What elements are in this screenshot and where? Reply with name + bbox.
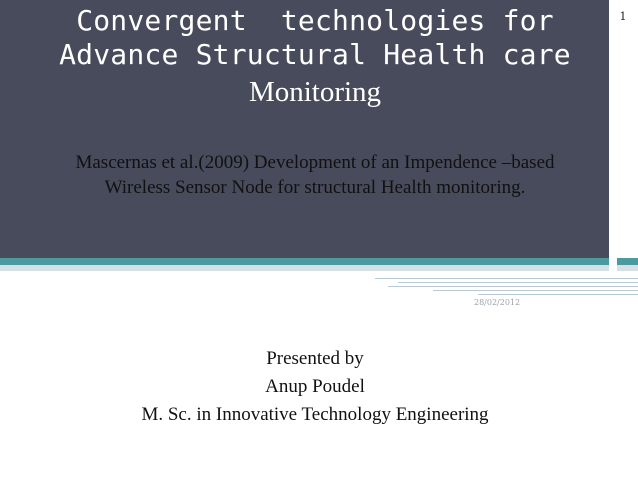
decorative-line bbox=[478, 294, 638, 295]
decorative-line bbox=[433, 290, 638, 291]
accent-band-teal-right bbox=[617, 258, 638, 265]
slide-title bbox=[0, 4, 630, 110]
slide-date: 28/02/2012 bbox=[474, 298, 521, 307]
presenter-name: Anup Poudel bbox=[265, 376, 365, 397]
title-line-2: Advance Structural Health care bbox=[59, 38, 571, 71]
accent-band-teal bbox=[0, 258, 609, 265]
reference-line-1: Mascernas et al.(2009) Development of an Impendence –based bbox=[75, 152, 555, 173]
presented-by-label: Presented by bbox=[266, 348, 364, 369]
decorative-line bbox=[375, 278, 638, 279]
decorative-line bbox=[398, 282, 638, 283]
decorative-lines bbox=[375, 276, 638, 300]
presenter-program: M. Sc. in Innovative Technology Engineering bbox=[141, 404, 489, 425]
reference-line-2: Wireless Sensor Node for structural Health monitoring. bbox=[104, 177, 526, 198]
decorative-line bbox=[388, 286, 638, 287]
accent-band-light-right bbox=[617, 265, 638, 271]
reference-citation bbox=[0, 150, 630, 200]
presenter-block bbox=[0, 345, 630, 429]
accent-band-light bbox=[0, 265, 609, 271]
page-number: 1 bbox=[619, 10, 627, 23]
title-line-3: Monitoring bbox=[248, 76, 382, 108]
title-line-1: Convergent technologies for bbox=[76, 4, 554, 37]
right-margin bbox=[609, 0, 638, 271]
